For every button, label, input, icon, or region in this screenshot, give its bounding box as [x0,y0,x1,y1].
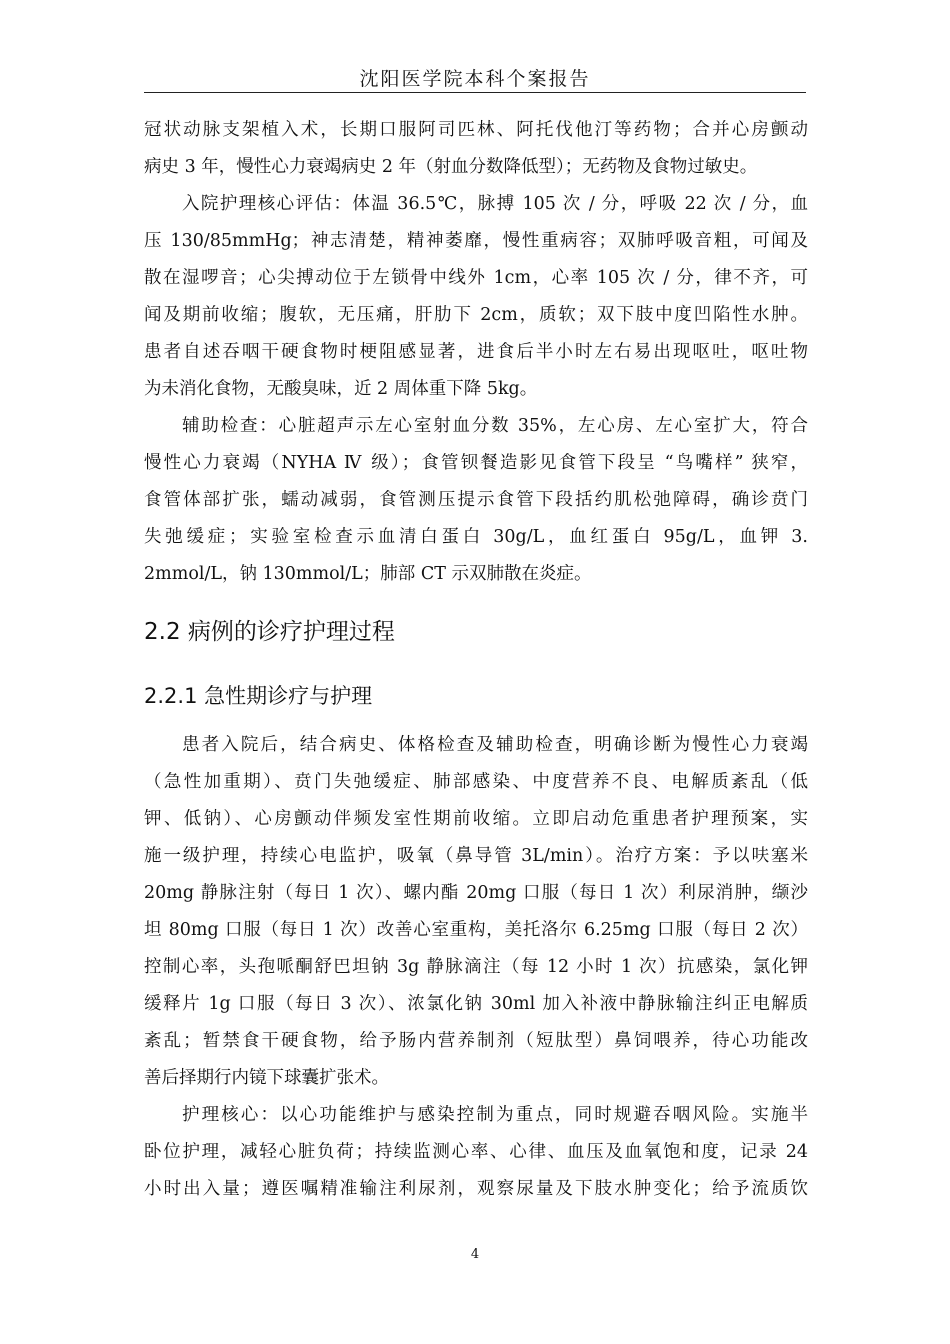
text-line: 失弛缓症；实验室检查示血清白蛋白 30g/L，血红蛋白 95g/L，血钾 3. [144,527,808,547]
text-line: 坦 80mg 口服（每日 1 次）改善心室重构，美托洛尔 6.25mg 口服（每日 2 次） [144,920,808,940]
text-line: 施一级护理，持续心电监护，吸氧（鼻导管 3L/min）。治疗方案：予以呋塞米 [144,846,808,866]
text-line: 入院护理核心评估：体温 36.5℃，脉搏 105 次 / 分，呼吸 22 次 / 分，血 [182,194,808,214]
text-line: 闻及期前收缩；腹软，无压痛，肝肋下 2cm，质软；双下肢中度凹陷性水肿。 [144,305,808,325]
running-header: 沈阳医学院本科个案报告 [359,68,591,90]
text-line: 冠状动脉支架植入术，长期口服阿司匹林、阿托伐他汀等药物；合并心房颤动 [144,120,808,140]
paragraph [144,408,808,593]
text-line: 紊乱；暂禁食干硬食物，给予肠内营养制剂（短肽型）鼻饲喂养，待心功能改 [144,1031,808,1051]
text-line: 病史 3 年，慢性心力衰竭病史 2 年（射血分数降低型）；无药物及食物过敏史。 [144,157,758,177]
text-line: 患者自述吞咽干硬食物时梗阻感显著，进食后半小时左右易出现呕吐，呕吐物 [144,342,808,362]
page-number: 4 [470,1247,480,1262]
paragraph [144,727,808,1097]
text-line: 卧位护理，减轻心脏负荷；持续监测心率、心律、血压及血氧饱和度，记录 24 [144,1142,808,1162]
text-line: 压 130/85mmHg；神志清楚，精神萎靡，慢性重病容；双肺呼吸音粗，可闻及 [144,231,808,251]
text-line: 食管体部扩张，蠕动减弱，食管测压提示食管下段括约肌松弛障碍，确诊贲门 [144,490,808,510]
text-line: 20mg 静脉注射（每日 1 次）、螺内酯 20mg 口服（每日 1 次）利尿消肿，缬沙 [144,883,808,903]
text-line: 患者入院后，结合病史、体格检查及辅助检查，明确诊断为慢性心力衰竭 [182,735,808,755]
paragraph [144,186,808,408]
subsection-heading: 2.2.1 急性期诊疗与护理 [144,684,373,708]
text-line: 辅助检查：心脏超声示左心室射血分数 35%，左心房、左心室扩大，符合 [182,416,808,436]
text-line: 散在湿啰音；心尖搏动位于左锁骨中线外 1cm，心率 105 次 / 分，律不齐，可 [144,268,808,288]
text-line: 护理核心：以心功能维护与感染控制为重点，同时规避吞咽风险。实施半 [182,1105,808,1125]
text-line: 钾、低钠）、心房颤动伴频发室性期前收缩。立即启动危重患者护理预案，实 [144,809,808,829]
text-line: （急性加重期）、贲门失弛缓症、肺部感染、中度营养不良、电解质紊乱（低 [144,772,808,792]
body-content [144,112,808,1208]
section-heading: 2.2 病例的诊疗护理过程 [144,619,395,645]
text-line: 慢性心力衰竭（NYHA Ⅳ 级）；食管钡餐造影见食管下段呈 “鸟嘴样” 狭窄， [144,453,808,473]
header-rule [144,92,806,93]
text-line: 2mmol/L，钠 130mmol/L；肺部 CT 示双肺散在炎症。 [144,564,592,584]
text-line: 为未消化食物，无酸臭味，近 2 周体重下降 5kg。 [144,379,538,399]
text-line: 善后择期行内镜下球囊扩张术。 [144,1068,389,1088]
text-line: 缓释片 1g 口服（每日 3 次）、浓氯化钠 30ml 加入补液中静脉输注纠正电解质 [144,994,808,1014]
paragraph [144,1097,808,1208]
text-line: 控制心率，头孢哌酮舒巴坦钠 3g 静脉滴注（每 12 小时 1 次）抗感染，氯化钾 [144,957,808,977]
text-line: 小时出入量；遵医嘱精准输注利尿剂，观察尿量及下肢水肿变化；给予流质饮 [144,1179,808,1199]
paragraph [144,112,808,186]
